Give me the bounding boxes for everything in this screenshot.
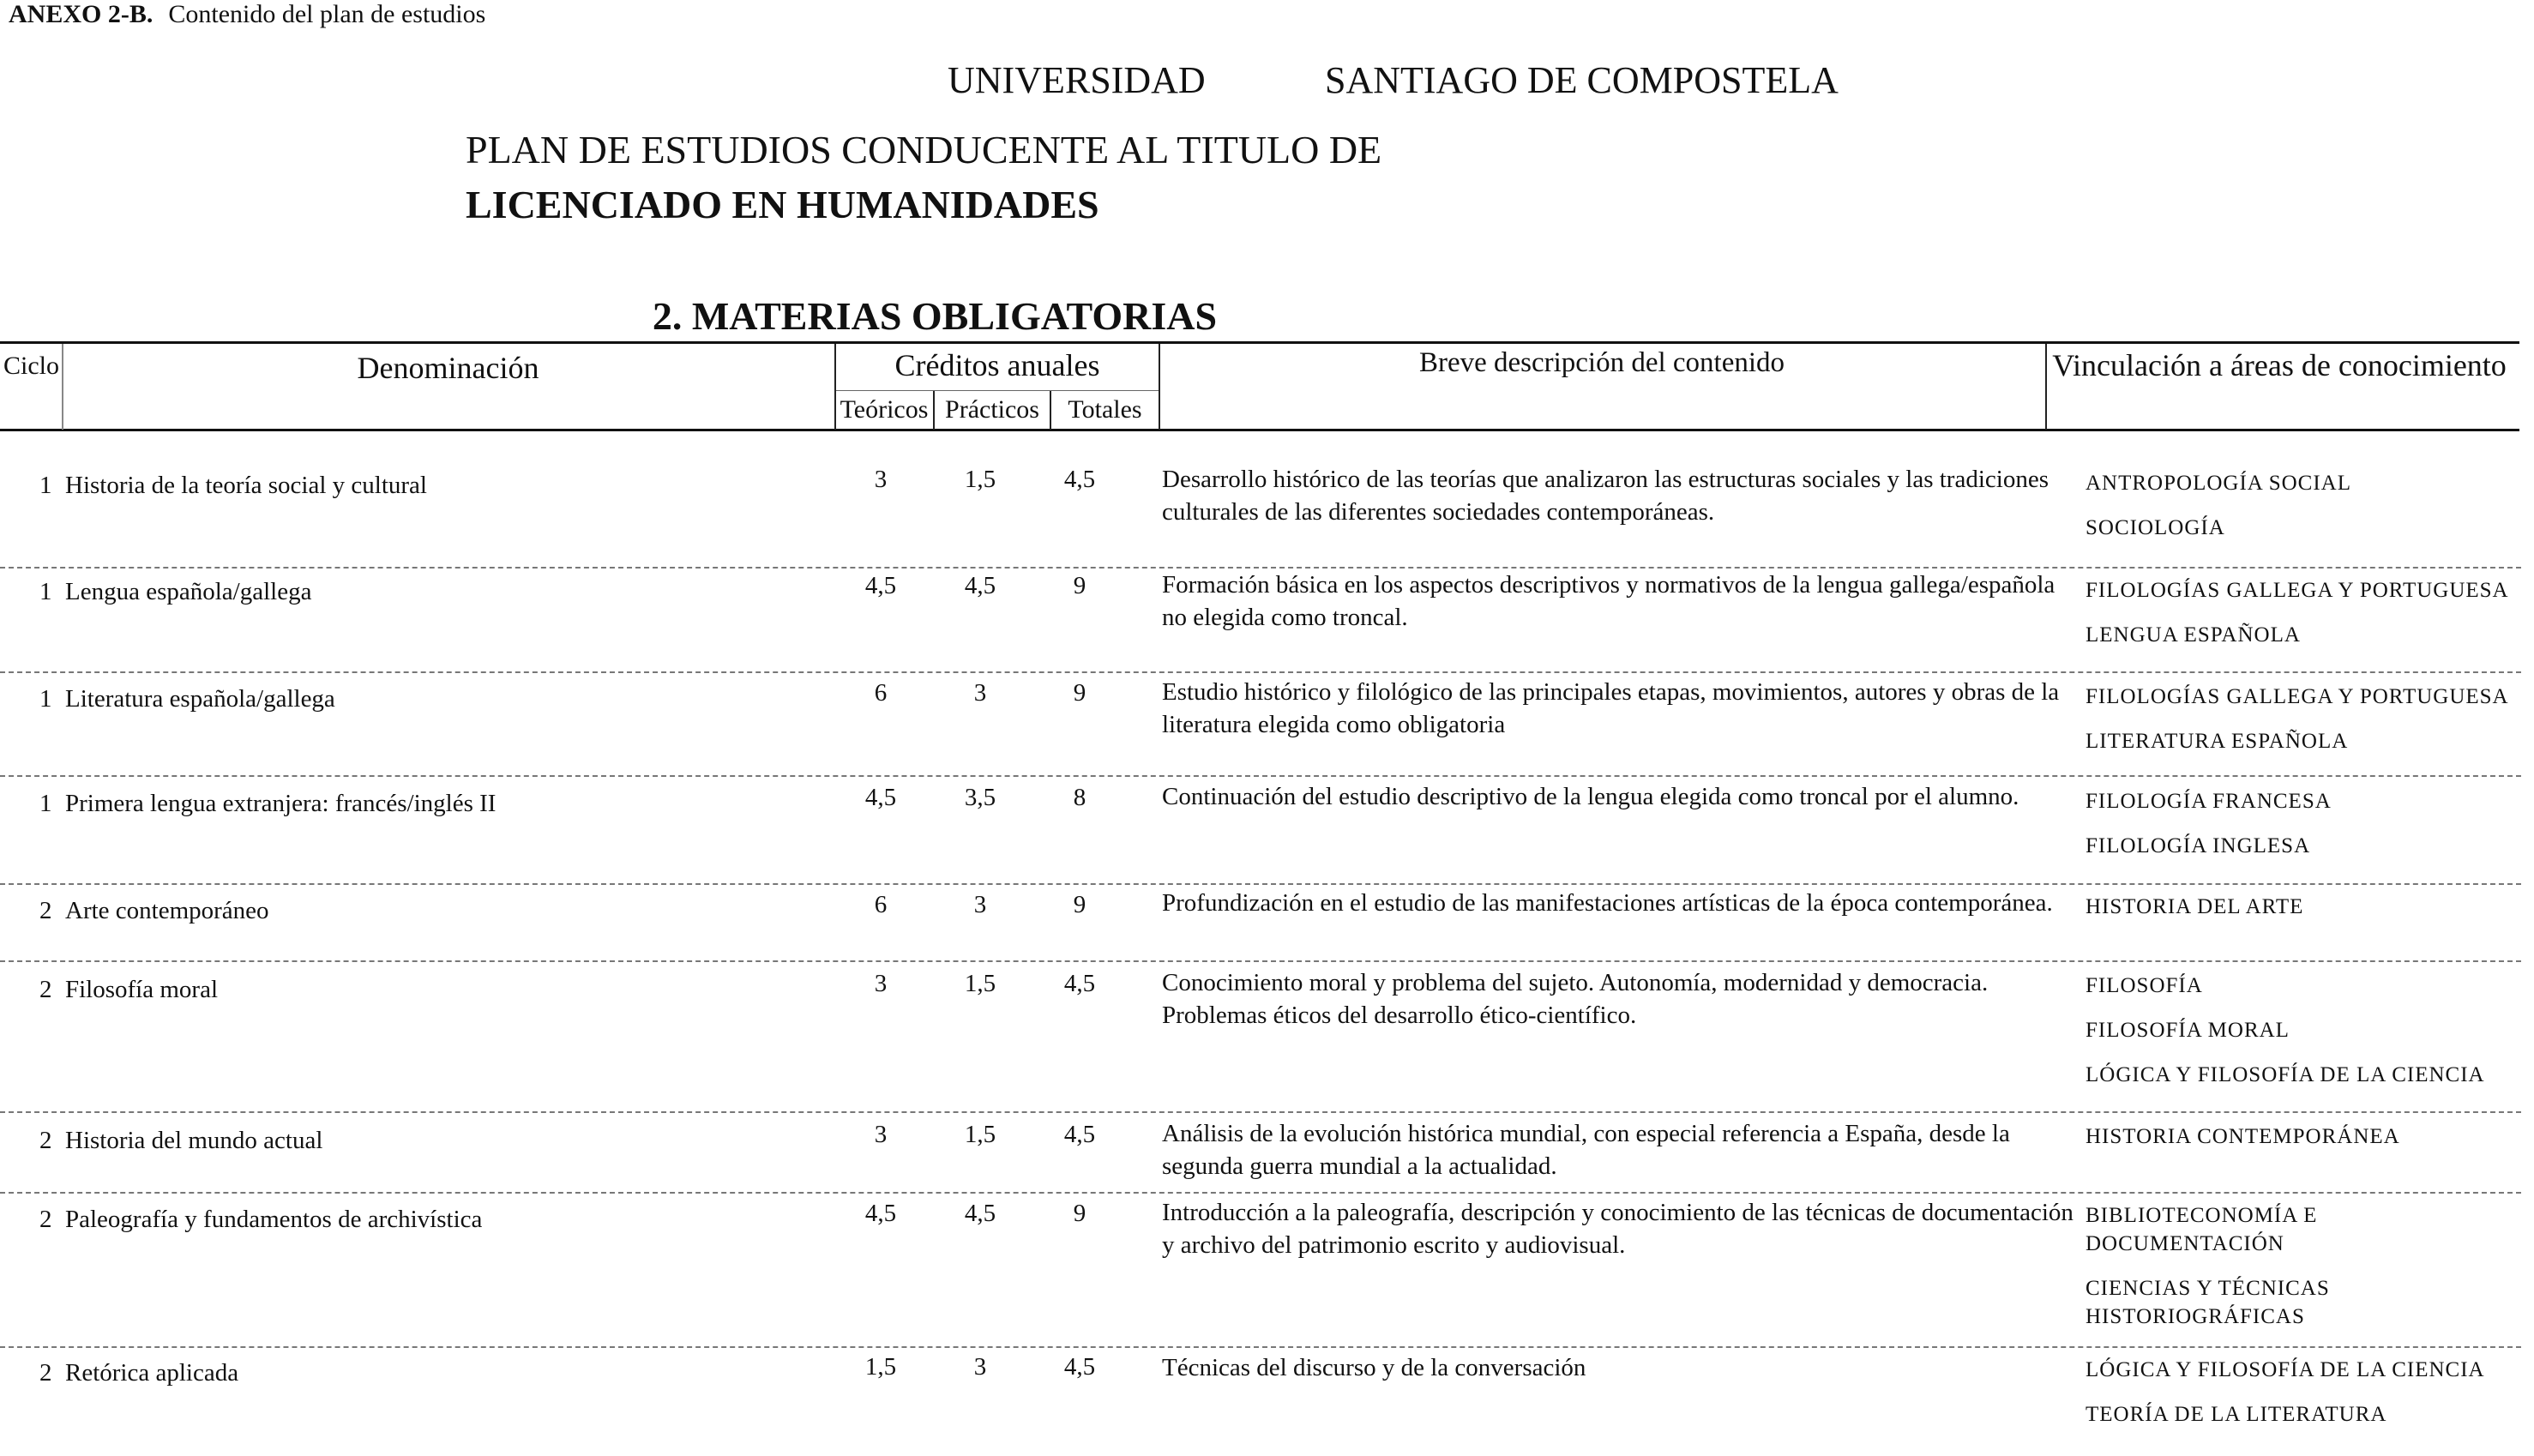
row-ciclo: 2 [39, 897, 52, 924]
header-descripcion: Breve descripción del contenido [1418, 347, 1785, 378]
ciclo-divider [62, 344, 63, 430]
row-description: Estudio histórico y filológico de las principales etapas, movimientos, autores y obras de la literatura elegida como obligatoria [1162, 678, 2060, 738]
row-name: Historia de la teoría social y cultural [65, 472, 427, 499]
row-teoricos: 3 [874, 466, 888, 493]
area-label: HISTORIA CONTEMPORÁNEA [2086, 1125, 2400, 1148]
row-areas [2086, 576, 2531, 665]
area-label: LÓGICA Y FILOSOFÍA DE LA CIENCIA [2086, 1063, 2485, 1086]
row-separator [0, 671, 2521, 673]
row-name: Primera lengua extranjera: francés/inglés II [65, 790, 497, 817]
row-totales: 4,5 [1063, 466, 1096, 493]
row-ciclo: 1 [39, 685, 52, 713]
annex-label: ANEXO 2-B. [9, 0, 153, 28]
area-label: FILOLOGÍAS GALLEGA Y PORTUGUESA [2086, 685, 2509, 708]
row-teoricos: 4,5 [864, 784, 897, 811]
area-label: FILOSOFÍA MORAL [2086, 1019, 2290, 1042]
university-word: UNIVERSIDAD [948, 59, 1206, 101]
row-practicos: 4,5 [964, 1200, 996, 1227]
row-areas [2086, 1356, 2531, 1445]
row-description: Conocimiento moral y problema del sujeto. Autonomía, modernidad y democracia. Problemas éticos del desarrollo ético-científico. [1162, 969, 1989, 1029]
area-label: BIBLIOTECONOMÍA E DOCUMENTACIÓN [2086, 1204, 2318, 1255]
row-description: Desarrollo histórico de las teorías que analizaron las estructuras sociales y las tradiciones culturales de las diferentes sociedades contemporáneas. [1162, 466, 2049, 526]
degree-title: LICENCIADO EN HUMANIDADES [466, 183, 1099, 226]
row-separator [0, 775, 2521, 777]
row-practicos: 3,5 [964, 784, 996, 811]
row-totales: 4,5 [1063, 970, 1096, 997]
row-ciclo: 1 [39, 790, 52, 817]
row-separator [0, 1111, 2521, 1113]
row-name: Literatura española/gallega [65, 685, 335, 713]
row-ciclo: 2 [39, 976, 52, 1003]
row-ciclo: 1 [39, 578, 52, 605]
row-teoricos: 6 [874, 891, 888, 918]
row-teoricos: 3 [874, 970, 888, 997]
header-denominacion: Denominación [357, 351, 539, 385]
row-areas [2086, 683, 2531, 772]
annex-heading [9, 0, 485, 29]
annex-text: Contenido del plan de estudios [168, 0, 486, 28]
area-label: FILOSOFÍA [2086, 974, 2203, 997]
area-label: FILOLOGÍA FRANCESA [2086, 790, 2332, 813]
row-practicos: 4,5 [964, 572, 996, 599]
area-label: ANTROPOLOGÍA SOCIAL [2086, 472, 2351, 495]
row-practicos: 3 [973, 891, 987, 918]
row-teoricos: 1,5 [864, 1353, 897, 1381]
header-practicos: Prácticos [945, 395, 1039, 424]
university-name: SANTIAGO DE COMPOSTELA [1325, 59, 1839, 101]
row-ciclo: 1 [39, 472, 52, 499]
area-label: LITERATURA ESPAÑOLA [2086, 730, 2349, 753]
area-label: LÓGICA Y FILOSOFÍA DE LA CIENCIA [2086, 1358, 2485, 1381]
row-ciclo: 2 [39, 1127, 52, 1154]
row-name: Lengua española/gallega [65, 578, 312, 605]
row-practicos: 1,5 [964, 1121, 996, 1148]
row-areas [2086, 1201, 2368, 1347]
row-areas [2086, 787, 2531, 876]
header-totales: Totales [1068, 395, 1142, 424]
row-areas [2086, 1122, 2531, 1167]
row-practicos: 1,5 [964, 466, 996, 493]
row-totales: 8 [1073, 784, 1086, 811]
descripcion-divider [2045, 344, 2047, 430]
header-creditos: Créditos anuales [894, 348, 1100, 382]
row-practicos: 3 [973, 679, 987, 707]
row-separator [0, 960, 2521, 962]
row-separator [0, 883, 2521, 885]
row-name: Paleografía y fundamentos de archivística [65, 1206, 483, 1233]
row-description: Técnicas del discurso y de la conversación [1162, 1354, 1586, 1381]
area-label: CIENCIAS Y TÉCNICAS HISTORIOGRÁFICAS [2086, 1277, 2330, 1328]
row-description: Introducción a la paleografía, descripción y conocimiento de las técnicas de documentación y archivo del patrimonio escrito y audiovisual. [1162, 1199, 2074, 1259]
header-vinculacion: Vinculación a áreas de conocimiento [2052, 348, 2507, 382]
row-ciclo: 2 [39, 1359, 52, 1387]
area-label: FILOLOGÍA INGLESA [2086, 834, 2311, 857]
row-name: Filosofía moral [65, 976, 219, 1003]
row-totales: 4,5 [1063, 1121, 1096, 1148]
row-ciclo: 2 [39, 1206, 52, 1233]
row-areas [2086, 893, 2531, 937]
table-header-bottom-rule [0, 429, 2519, 431]
row-description: Profundización en el estudio de las manifestaciones artísticas de la época contemporánea. [1162, 889, 2053, 917]
area-label: HISTORIA DEL ARTE [2086, 895, 2304, 918]
row-description: Continuación del estudio descriptivo de la lengua elegida como troncal por el alumno. [1162, 783, 2019, 810]
header-teoricos: Teóricos [840, 395, 929, 424]
row-name: Retórica aplicada [65, 1359, 239, 1387]
row-separator [0, 1192, 2521, 1194]
area-label: FILOLOGÍAS GALLEGA Y PORTUGUESA [2086, 579, 2509, 602]
row-teoricos: 6 [874, 679, 888, 707]
row-totales: 9 [1073, 891, 1086, 918]
area-label: SOCIOLOGÍA [2086, 516, 2225, 539]
area-label: LENGUA ESPAÑOLA [2086, 623, 2301, 647]
table-top-rule [0, 341, 2519, 344]
row-areas [2086, 972, 2531, 1105]
row-totales: 4,5 [1063, 1353, 1096, 1381]
row-areas [2086, 469, 2531, 558]
row-totales: 9 [1073, 1200, 1086, 1227]
row-name: Historia del mundo actual [65, 1127, 323, 1154]
row-description: Formación básica en los aspectos descriptivos y normativos de la lengua gallega/española no elegida como troncal. [1162, 571, 2055, 631]
row-teoricos: 4,5 [864, 572, 897, 599]
plan-title: PLAN DE ESTUDIOS CONDUCENTE AL TITULO DE [466, 128, 1382, 171]
row-name: Arte contemporáneo [65, 897, 269, 924]
header-ciclo: Ciclo [3, 352, 59, 380]
row-teoricos: 4,5 [864, 1200, 897, 1227]
row-totales: 9 [1073, 679, 1086, 707]
row-teoricos: 3 [874, 1121, 888, 1148]
row-practicos: 1,5 [964, 970, 996, 997]
row-totales: 9 [1073, 572, 1086, 599]
area-label: TEORÍA DE LA LITERATURA [2086, 1403, 2387, 1426]
row-description: Análisis de la evolución histórica mundial, con especial referencia a España, desde la segunda guerra mundial a la actualidad. [1162, 1120, 2010, 1180]
row-practicos: 3 [973, 1353, 987, 1381]
section-title: 2. MATERIAS OBLIGATORIAS [652, 294, 1218, 338]
credits-subheader-rule [834, 390, 1159, 391]
